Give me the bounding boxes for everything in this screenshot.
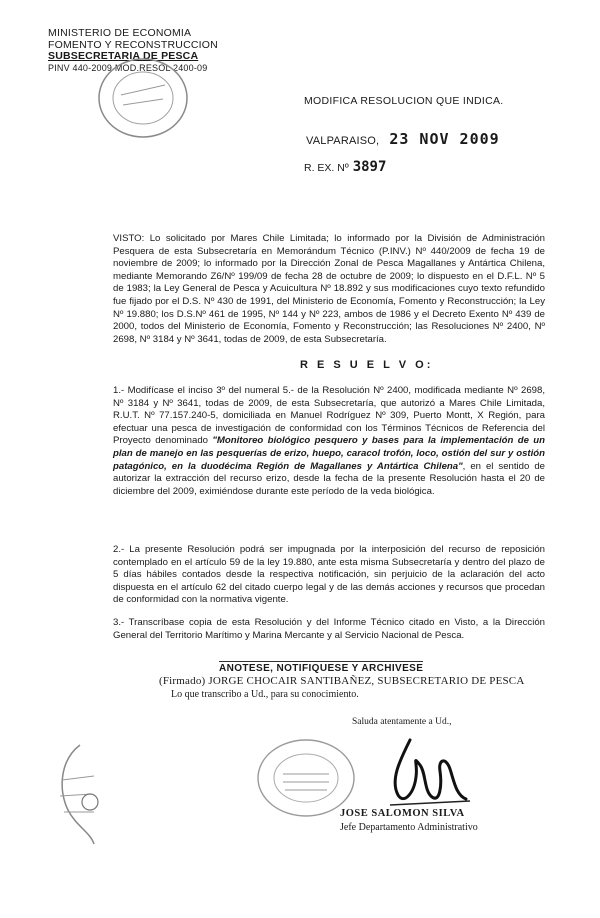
date-stamp: 23 NOV 2009 [389,130,500,148]
resolution-number-line [304,159,386,175]
item-1-text-c: , en el sentido de autorizar la extracción del recurso erizo, desde la fecha de la presente Resolución hasta el 20 de diciembre del 2009, eximiéndose durante este período de la veda biológica. [113,460,545,497]
header-line-reference: PINV 440-2009 MOD.RESOL 2400-09 [48,62,208,73]
header-line-subsecretaria: SUBSECRETARIA DE PESCA [48,50,199,62]
item-1-project-name: "Monitoreo biológico pesquero y bases para la implementación de un plan de manejo en las pesquerías de erizo, huepo, caracol trofón, loco, ostión del sur y ostión patagónico, en la duodécima Región de Magallanes y Antártica Chilena" [113,435,545,472]
document-subject: MODIFICA RESOLUCION QUE INDICA. [304,95,504,107]
resolution-item-1 [113,385,545,498]
anotese-line: ANOTESE, NOTIFIQUESE Y ARCHIVESE [219,663,424,674]
signed-by-line: (Firmado) JORGE CHOCAIR SANTIBAÑEZ, SUBSECRETARIO DE PESCA [159,675,525,687]
signatory-role: Jefe Departamento Administrativo [340,822,478,833]
visto-paragraph: VISTO: Lo solicitado por Mares Chile Limitada; lo informado por la División de Administración Pesquera de esta Subsecretaría en Memorándum Técnico (P.INV.) Nº 440/2009 de fecha 19 de noviembre de 2009; lo informado por la Dirección Zonal de Pesca Magallanes y Antártica Chilena, mediante Memorando Z6/Nº 199/09 de fecha 28 de octubre de 2009; lo dispuesto en el D.F.L. Nº 5 de 1983; la Ley General de Pesca y Acuicultura Nº 18.892 y sus modificaciones cuyo texto refundido fue fijado por el D.S. Nº 430 de 1991, del Ministerio de Economía, Fomento y Reconstrucción; la Ley Nº 19.880; los D.S.Nº 461 de 1995, Nº 144 y Nº 223, ambos de 1986 y el Decreto Exento Nº 439 de 2000, todos del Ministerio de Economía, Fomento y Reconstrucción; las Resoluciones Nº 2400, Nº 2698, Nº 3184 y Nº 3641, todas de 2009, de esta Subsecretaría. [113,233,545,345]
date-line [306,130,500,148]
resolution-item-2: 2.- La presente Resolución podrá ser impugnada por la interposición del recurso de reposición contemplado en el artículo 59 de la ley 19.880, ante esta misma Subsecretaría y dentro del plazo de 5 días hábiles contados desde la respectiva notificación, sin perjuicio de la aclaración del acto dispuesta en el artículo 62 del citado cuerpo legal y de las demás acciones y recursos que procedan de conformidad con la normativa vigente. [113,544,545,606]
signatory-name: JOSE SALOMON SILVA [340,808,465,819]
resolution-number: 3897 [352,159,387,175]
resolution-label: R. EX. Nº [304,162,349,174]
greeting-line: Saluda atentamente a Ud., [352,717,452,727]
official-stamp-icon [95,55,191,141]
transcription-line: Lo que transcribo a Ud., para su conocimiento. [171,689,359,700]
header-line-ministry: MINISTERIO DE ECONOMIA [48,27,192,39]
item-1-text-a: 1.- Modifícase el inciso 3º del numeral 5.- de la Resolución Nº 2400, modificada mediante Nº 2698, Nº 3184 y Nº 3641, todas de 2009, de esta Subsecretaría, que autorizó a Mares Chile Limitada, R.U.T. Nº 77.157.240-5, domiciliada en Manuel Rodríguez Nº 309, Puerto Montt, X Región, para efectuar una pesca de investigación de conformidad con los Términos Técnicos de Referencia del Proyecto denominado [113,385,545,447]
resuelvo-heading: R E S U E L V O: [300,359,434,371]
margin-stamp-icon [50,740,110,850]
date-city: VALPARAISO, [306,135,380,147]
header-line-fomento: FOMENTO Y RECONSTRUCCION [48,38,218,51]
resolution-item-3: 3.- Transcríbase copia de esta Resolución y del Informe Técnico citado en Visto, a la Dirección General del Territorio Marítimo y Marina Mercante y al Servicio Nacional de Pesca. [113,617,545,641]
signature-icon [370,735,480,815]
